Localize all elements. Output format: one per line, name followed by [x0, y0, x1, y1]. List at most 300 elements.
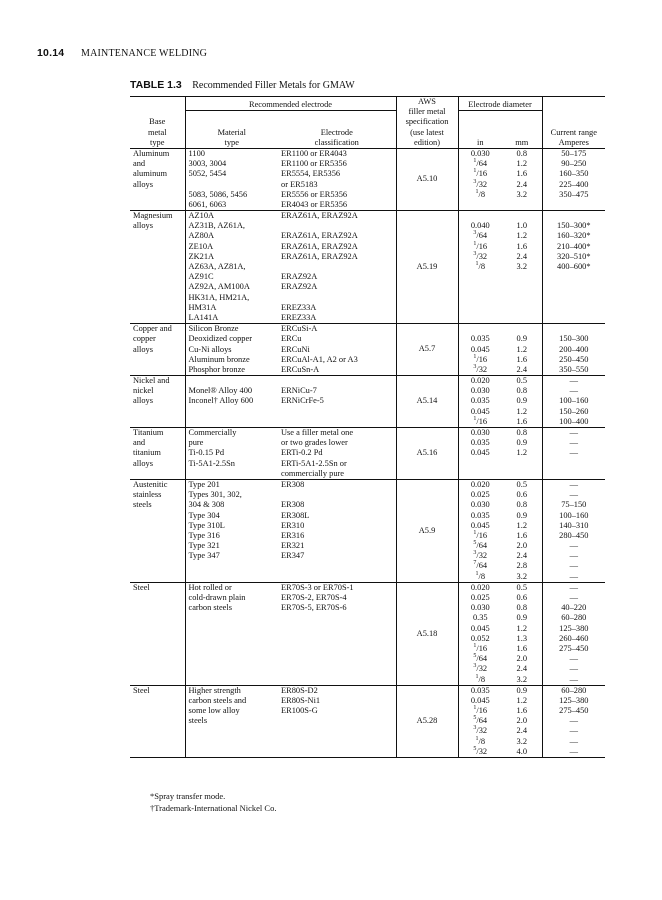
material-type-line: Phosphor bronze: [188, 364, 246, 374]
material-type-header: Material type: [185, 110, 278, 148]
diameter-mm-line: 3.2: [516, 571, 527, 581]
diameter-mm-line: 3.2: [516, 189, 527, 199]
current-range-line: 260–460: [559, 633, 589, 643]
aws-header: AWS filler metal specification (use latest edition): [396, 97, 458, 149]
diameter-inch-line: $^1$/8: [475, 261, 486, 271]
current-range-line: —: [569, 479, 578, 489]
current-range-line: 275–450: [559, 643, 589, 653]
diameter-mm-cell: [502, 324, 542, 376]
electrode-classification-line: ER308: [281, 500, 305, 510]
diameter-mm-line: 2.4: [516, 251, 527, 261]
current-range-line: —: [569, 490, 578, 500]
diameter-mm-line: 1.6: [516, 416, 527, 426]
diameter-inch-line: 0.030: [470, 148, 490, 158]
diameter-inch-line: 0.030: [470, 500, 490, 510]
electrode-classification-line: [281, 376, 393, 386]
electrode-classification-line: ER5556 or ER5356: [281, 189, 348, 199]
current-range-line: —: [569, 664, 578, 674]
material-type-cell: [185, 685, 278, 757]
current-range-line: —: [569, 571, 578, 581]
base-metal-cell: [130, 685, 185, 757]
electrode-classification-line: ER80S-Ni1: [281, 695, 321, 705]
electrode-classification-line: ER70S-3 or ER70S-1: [281, 582, 354, 592]
current-range-cell: [542, 324, 605, 376]
section-title: MAINTENANCE WELDING: [80, 48, 208, 59]
material-type-line: [189, 180, 276, 190]
diameter-inch-cell: [458, 582, 502, 685]
diameter-mm-line: 0.8: [516, 386, 527, 396]
diameter-mm-cell: [502, 148, 542, 210]
base-metal-line: and: [133, 159, 146, 169]
electrode-classification-line: [281, 221, 393, 231]
material-type-line: AZ31B, AZ61A,: [188, 221, 246, 231]
current-range-line: 350–475: [559, 189, 589, 199]
diameter-inch-line: $^1$/16: [473, 705, 488, 716]
diameter-mm-line: 1.2: [516, 623, 527, 633]
diameter-mm-cell: [502, 479, 542, 582]
electrode-classification-line: ERTi-5A1-2.5Sn or: [281, 458, 347, 468]
recommended-electrode-header: Recommended electrode: [185, 97, 396, 111]
diameter-inch-line: 0.025: [470, 490, 490, 500]
diameter-mm-line: 0.5: [516, 376, 527, 386]
aws-spec-cell: [396, 685, 458, 757]
table-row: [130, 582, 605, 685]
diameter-mm-line: 1.2: [516, 159, 527, 169]
diameter-mm-cell: [502, 582, 542, 685]
diameter-inch-line: 0.030: [470, 603, 490, 613]
electrode-classification-line: ERAZ61A, ERAZ92A: [281, 231, 358, 241]
diameter-inch-line: 0.045: [470, 520, 490, 530]
diameter-inch-line: 0.020: [470, 582, 490, 592]
electrode-classification-line: ER4043 or ER5356: [281, 199, 348, 209]
diameter-mm-line: 1.6: [516, 169, 527, 179]
material-type-line: pure: [188, 438, 204, 448]
page-header: [37, 47, 207, 59]
aws-spec: A5.18: [416, 628, 438, 638]
electrode-classification-line: ERCuSi-A: [281, 324, 318, 334]
current-range-cell: [542, 376, 605, 428]
footnote-trademark: †Trademark-International Nickel Co.: [150, 803, 277, 813]
electrode-classification-cell: [278, 685, 396, 757]
aws-spec: A5.7: [418, 344, 436, 354]
diameter-mm-line: 2.4: [516, 664, 527, 674]
table-row: [130, 479, 605, 582]
base-metal-line: alloys: [133, 458, 154, 468]
electrode-classification-cell: [278, 479, 396, 582]
diameter-inch-line: $^5$/64: [473, 715, 488, 726]
aws-spec: A5.9: [418, 525, 436, 535]
diameter-inch-line: 0.035: [470, 510, 490, 520]
base-metal-cell: [130, 479, 185, 582]
material-type-line: Ti-0.15 Pd: [188, 448, 225, 458]
diameter-mm-line: 0.8: [516, 500, 527, 510]
current-range-line: —: [569, 726, 578, 736]
diameter-inch-cell: [458, 324, 502, 376]
table-body: [130, 148, 605, 757]
electrode-classification-line: ERNiCrFe-5: [281, 396, 324, 406]
current-range-line: 100–160: [559, 396, 589, 406]
diameter-inch-line: 0.035: [470, 396, 490, 406]
electrode-classification-line: ERCuAl-A1, A2 or A3: [281, 354, 358, 364]
diameter-inch-line: $^1$/8: [475, 735, 486, 746]
base-metal-cell: [130, 428, 185, 480]
current-range-line: —: [569, 746, 578, 756]
diameter-mm-line: 0.9: [516, 334, 527, 344]
diameter-mm-line: 3.2: [516, 674, 527, 684]
diameter-inch-line: $^1$/8: [475, 673, 486, 684]
diameter-inch-line: 0.035: [470, 334, 490, 344]
electrode-classification-line: ER5554, ER5356: [281, 169, 341, 179]
diameter-mm-line: 3.2: [516, 262, 527, 271]
current-range-line: —: [569, 438, 578, 448]
electrode-classification-line: [281, 293, 393, 303]
electrode-classification-line: ER321: [281, 541, 305, 551]
material-type-line: steels: [188, 716, 208, 726]
diameter-inch-line: 0.045: [470, 623, 490, 633]
material-type-line: 304 & 308: [188, 500, 225, 510]
base-metal-line: copper: [133, 334, 156, 344]
current-range-line: —: [569, 386, 578, 396]
diameter-mm-line: 0.9: [516, 438, 527, 448]
electrode-classification-line: ERAZ61A, ERAZ92A: [281, 241, 358, 251]
diameter-inch-line: $^3$/32: [473, 251, 488, 261]
base-metal-line: Austenitic: [133, 479, 168, 489]
base-metal-line: Steel: [133, 582, 150, 592]
aws-spec: A5.28: [416, 716, 438, 726]
diameter-inch-line: 0.35: [472, 613, 488, 623]
base-metal-line: alloys: [133, 396, 154, 406]
current-range-line: 50–175: [561, 148, 587, 158]
diameter-inch-cell: [458, 211, 502, 324]
current-range-cell: [542, 148, 605, 210]
material-type-cell: [185, 148, 278, 210]
diameter-inch-cell: [458, 148, 502, 210]
diameter-mm-line: 2.4: [516, 364, 527, 374]
diameter-inch-line: $^1$/16: [473, 530, 488, 540]
current-range-line: 125–380: [559, 695, 589, 705]
diameter-mm-line: 1.6: [516, 354, 527, 364]
base-metal-line: Copper and: [133, 324, 172, 334]
material-type-line: AZ91C: [188, 272, 214, 282]
diameter-inch-line: $^1$/16: [473, 168, 488, 179]
material-type-line: Deoxidized copper: [188, 334, 252, 344]
electrode-classification-line: ERAZ61A, ERAZ92A: [281, 211, 358, 221]
current-range-line: 280–450: [559, 530, 589, 540]
table-title: Recommended Filler Metals for GMAW: [192, 80, 355, 91]
current-range-cell: [542, 211, 605, 324]
inch-header: in: [458, 110, 502, 148]
electrode-classification-line: ERNiCu-7: [281, 386, 317, 396]
base-metal-line: Aluminum: [133, 148, 170, 158]
material-type-line: LA141A: [188, 312, 219, 322]
diameter-mm-cell: [502, 428, 542, 480]
aws-spec: A5.19: [416, 261, 438, 271]
aws-spec-cell: [396, 428, 458, 480]
base-metal-line: titanium: [133, 448, 161, 458]
footnotes: [150, 790, 276, 814]
current-range-line: 75–150: [561, 500, 587, 510]
diameter-inch-line: $^1$/16: [473, 643, 488, 653]
material-type-line: Monel® Alloy 400: [188, 386, 253, 396]
material-type-line: Type 304: [188, 510, 220, 520]
material-type-line: ZE10A: [188, 241, 214, 251]
diameter-inch-line: $^5$/32: [473, 746, 488, 756]
aws-spec-cell: [396, 582, 458, 685]
current-range-line: 150–300*: [557, 221, 591, 231]
diameter-inch-line: [462, 211, 500, 221]
base-metal-line: and: [133, 438, 146, 448]
current-range-line: —: [569, 654, 578, 664]
electrode-classification-line: ER100S-G: [281, 706, 318, 716]
electrode-classification-line: ER70S-5, ER70S-6: [281, 603, 347, 613]
electrode-classification-line: ERAZ92A: [281, 272, 318, 282]
material-type-line: Hot rolled or: [188, 582, 232, 592]
material-type-line: AZ92A, AM100A: [188, 282, 250, 292]
diameter-mm-line: 0.9: [516, 396, 527, 406]
diameter-mm-line: 1.3: [516, 633, 527, 643]
diameter-mm-line: 1.6: [516, 530, 527, 540]
material-type-line: 5052, 5454: [188, 169, 227, 179]
aws-spec-cell: [396, 479, 458, 582]
current-range-cell: [542, 582, 605, 685]
electrode-classification-line: commercially pure: [281, 468, 345, 478]
current-range-line: 275–450: [559, 706, 589, 716]
diameter-inch-cell: [458, 428, 502, 480]
diameter-mm-line: 0.9: [516, 685, 527, 695]
diameter-inch-line: $^1$/16: [473, 240, 488, 251]
electrode-classification-cell: [278, 211, 396, 324]
current-range-line: 150–260: [559, 406, 589, 416]
current-range-line: 100–160: [559, 510, 589, 520]
diameter-inch-line: $^3$/32: [473, 663, 488, 674]
diameter-mm-line: 0.8: [516, 148, 527, 158]
diameter-inch-line: $^1$/16: [473, 416, 488, 426]
diameter-mm-cell: [502, 211, 542, 324]
current-range-line: 160–350: [559, 169, 589, 179]
table-row: [130, 324, 605, 376]
aws-spec: A5.10: [416, 174, 438, 184]
table-label: TABLE 1.3: [130, 79, 182, 91]
electrode-classification-cell: [278, 148, 396, 210]
base-metal-line: alloys: [133, 344, 154, 354]
material-type-line: Inconel† Alloy 600: [188, 396, 254, 406]
current-range-line: —: [569, 448, 578, 458]
diameter-mm-line: 0.9: [516, 510, 527, 520]
diameter-inch-line: $^3$/32: [473, 364, 488, 374]
table-row: [130, 211, 605, 324]
material-type-line: Type 321: [188, 541, 220, 551]
diameter-mm-line: 0.5: [516, 582, 527, 592]
diameter-mm-line: 0.8: [516, 603, 527, 613]
current-range-line: 225–400: [559, 179, 589, 189]
current-range-line: —: [569, 716, 578, 726]
base-metal-line: Nickel and: [133, 376, 170, 386]
material-type-line: AZ63A, AZ81A,: [188, 262, 246, 271]
diameter-inch-cell: [458, 685, 502, 757]
diameter-mm-line: 1.2: [516, 344, 527, 354]
current-range-line: 60–280: [561, 685, 587, 695]
electrode-classification-line: ERAZ61A, ERAZ92A: [281, 251, 358, 261]
diameter-mm-line: 0.8: [516, 428, 527, 437]
diameter-mm-line: 1.0: [516, 221, 527, 231]
electrode-classification-line: ER347: [281, 551, 305, 561]
diameter-mm-line: 2.4: [516, 551, 527, 561]
current-range-line: 150–300: [559, 334, 589, 344]
material-type-line: 3003, 3004: [188, 159, 227, 169]
material-type-line: HK31A, HM21A,: [188, 292, 250, 302]
current-range-line: 40–220: [561, 603, 587, 613]
current-range-line: 60–280: [561, 613, 587, 623]
material-type-line: 6061, 6063: [188, 199, 227, 209]
electrode-classification-line: ER80S-D2: [281, 685, 318, 695]
diameter-mm-line: 2.4: [516, 179, 527, 189]
current-range-header: Current range Amperes: [542, 110, 605, 148]
current-range-line: 350–550: [559, 364, 589, 374]
aws-spec: A5.16: [416, 448, 438, 458]
diameter-inch-line: 0.040: [470, 221, 490, 231]
base-metal-line: Magnesium: [133, 211, 173, 221]
material-type-line: Ti-5A1-2.5Sn: [188, 458, 235, 468]
material-type-line: 1100: [188, 148, 205, 158]
aws-spec-cell: [396, 211, 458, 324]
electrode-classification-line: ER316: [281, 530, 305, 540]
diameter-inch-line: 0.045: [470, 448, 490, 458]
table-row: [130, 148, 605, 210]
diameter-inch-line: 0.020: [470, 376, 490, 386]
current-range-line: 140–310: [559, 520, 589, 530]
mm-header: mm: [502, 110, 542, 148]
base-metal-line: alloys: [133, 179, 154, 189]
current-range-line: 90–250: [561, 159, 587, 169]
diameter-inch-line: 0.045: [470, 695, 490, 705]
current-range-line: —: [569, 593, 578, 602]
diameter-mm-line: 1.6: [516, 241, 527, 251]
material-type-cell: [185, 324, 278, 376]
current-range-line: —: [569, 561, 578, 571]
table-head: [130, 97, 605, 149]
material-type-line: Cu-Ni alloys: [188, 344, 232, 354]
diameter-inch-line: 0.020: [470, 479, 490, 489]
diameter-inch-line: [462, 324, 500, 334]
aws-spec: A5.14: [416, 396, 438, 406]
material-type-line: AZ10A: [188, 211, 215, 221]
diameter-mm-line: 1.2: [516, 520, 527, 530]
diameter-inch-line: $^1$/8: [475, 570, 486, 581]
aws-spec-cell: [396, 324, 458, 376]
diameter-inch-cell: [458, 479, 502, 582]
base-metal-cell: [130, 324, 185, 376]
current-range-line: 250–450: [559, 354, 589, 364]
base-metal-header: Base metal type: [130, 110, 185, 148]
diameter-inch-line: $^1$/8: [475, 188, 486, 199]
current-range-line: 210–400*: [557, 241, 591, 251]
diameter-inch-line: $^5$/64: [473, 653, 488, 664]
current-range-line: —: [569, 674, 578, 684]
base-metal-line: nickel: [133, 386, 154, 396]
base-metal-line: stainless: [133, 490, 162, 500]
electrode-classification-cell: [278, 376, 396, 428]
material-type-cell: [185, 582, 278, 685]
diameter-mm-line: 1.2: [516, 406, 527, 416]
table-row: [130, 428, 605, 480]
diameter-mm-line: 1.6: [516, 706, 527, 716]
diameter-mm-line: 0.9: [516, 613, 527, 623]
aws-spec-cell: [396, 376, 458, 428]
current-range-line: [546, 211, 603, 221]
current-range-line: 100–400: [559, 416, 589, 426]
table-row: [130, 376, 605, 428]
base-metal-line: steels: [133, 500, 152, 510]
material-type-line: AZ80A: [188, 231, 215, 241]
filler-metals-table: [130, 96, 605, 758]
electrode-classification-line: [281, 262, 393, 272]
electrode-classification-line: ERTi-0.2 Pd: [281, 448, 323, 458]
electrode-classification-line: EREZ33A: [281, 302, 317, 312]
base-metal-cell: [130, 376, 185, 428]
diameter-mm-line: 0.5: [516, 479, 527, 489]
diameter-mm-line: [505, 211, 539, 221]
material-type-line: Aluminum bronze: [188, 354, 250, 364]
material-type-line: carbon steels: [188, 603, 232, 613]
material-type-cell: [185, 376, 278, 428]
electrode-classification-line: ERCuSn-A: [281, 364, 320, 374]
electrode-classification-line: ER308L: [281, 510, 310, 520]
diameter-inch-line: 0.030: [470, 386, 490, 396]
current-range-line: [546, 324, 603, 334]
material-type-line: Higher strength: [188, 685, 241, 695]
aws-spec-cell: [396, 148, 458, 210]
current-range-cell: [542, 428, 605, 480]
current-range-cell: [542, 685, 605, 757]
diameter-mm-line: 1.2: [516, 231, 527, 241]
material-type-line: Type 316: [188, 530, 220, 540]
diameter-inch-line: 0.025: [470, 593, 490, 602]
material-type-cell: [185, 428, 278, 480]
material-type-line: Silicon Bronze: [188, 324, 239, 334]
diameter-mm-line: 2.0: [516, 716, 527, 726]
diameter-mm-line: 2.0: [516, 541, 527, 551]
diameter-mm-line: 1.2: [516, 448, 527, 458]
current-range-cell: [542, 479, 605, 582]
current-range-line: 200–400: [559, 344, 589, 354]
diameter-inch-line: 0.035: [470, 685, 490, 695]
material-type-line: cold-drawn plain: [188, 593, 246, 602]
table-row: [130, 685, 605, 757]
material-type-cell: [185, 211, 278, 324]
electrode-classification-line: ER1100 or ER4043: [281, 148, 347, 158]
diameter-mm-line: 2.8: [516, 561, 527, 571]
material-type-line: Commercially: [188, 428, 237, 437]
diameter-mm-cell: [502, 685, 542, 757]
electrode-classification-line: ER308: [281, 479, 305, 489]
base-metal-cell: [130, 148, 185, 210]
electrode-classification-line: ER1100 or ER5356: [281, 159, 347, 169]
material-type-line: some low alloy: [188, 706, 240, 716]
base-metal-line: alloys: [133, 221, 154, 231]
diameter-inch-line: $^1$/64: [473, 158, 488, 169]
diameter-inch-line: $^1$/16: [473, 353, 488, 364]
material-type-line: ZK21A: [188, 251, 215, 261]
electrode-classification-cell: [278, 428, 396, 480]
electrode-classification-cell: [278, 582, 396, 685]
diameter-inch-cell: [458, 376, 502, 428]
electrode-classification-line: ER70S-2, ER70S-4: [281, 593, 347, 602]
diameter-inch-line: 0.052: [470, 633, 490, 643]
diameter-inch-line: 0.045: [470, 344, 490, 354]
material-type-line: Types 301, 302,: [188, 490, 242, 500]
diameter-inch-line: $^5$/64: [473, 540, 488, 551]
current-range-line: —: [569, 376, 578, 386]
